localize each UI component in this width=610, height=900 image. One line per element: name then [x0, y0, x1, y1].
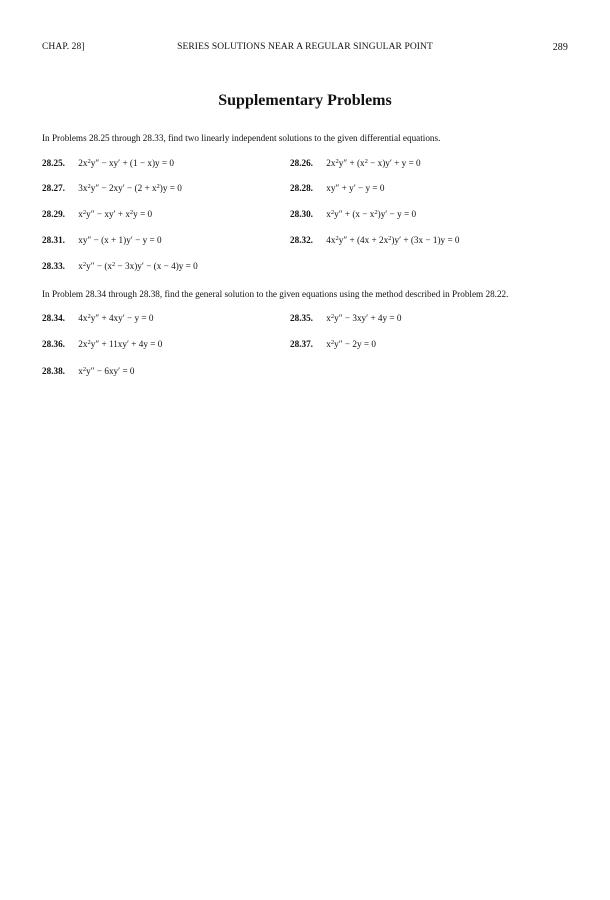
- problem-row: [42, 158, 570, 172]
- problem-equation: $x^2y'' - 2y = 0$: [326, 339, 376, 349]
- problem-item: [290, 209, 416, 219]
- problem-number: 28.34.: [42, 313, 65, 323]
- running-header: [42, 42, 568, 56]
- problem-item: [290, 339, 376, 349]
- problem-row: [42, 209, 570, 223]
- problem-number: 28.35.: [290, 313, 313, 323]
- problem-row: [42, 183, 570, 197]
- problem-equation: $4x^2y'' + 4xy' - y = 0$: [78, 313, 154, 323]
- problem-item: [42, 261, 198, 271]
- group2-intro: In Problem 28.34 through 28.38, find the general solution to the given equations using the method described in Problem 28.22.: [42, 289, 509, 299]
- problem-item: [42, 366, 135, 376]
- problem-item: [290, 158, 421, 168]
- problem-equation: xy″ + y′ − y = 0: [326, 183, 385, 193]
- problem-item: [290, 183, 384, 193]
- problem-row: [42, 339, 570, 353]
- problem-equation: $x^2y'' - 6xy' = 0$: [78, 366, 135, 376]
- running-title: SERIES SOLUTIONS NEAR A REGULAR SINGULAR POINT: [177, 42, 433, 52]
- chapter-label: CHAP. 28]: [42, 42, 85, 52]
- problem-equation: $x^2y'' + (x - x^2)y' - y = 0$: [326, 209, 417, 219]
- problem-number: 28.38.: [42, 366, 65, 376]
- problem-item: [42, 183, 182, 193]
- problem-row: [42, 313, 570, 327]
- problem-equation: $x^2y'' - 3xy' + 4y = 0$: [326, 313, 402, 323]
- problem-number: 28.25.: [42, 158, 65, 168]
- problem-item: [290, 235, 460, 245]
- problem-item: [290, 313, 401, 323]
- problem-equation: $2x^2y'' - xy' + (1 - x)y = 0$: [78, 158, 174, 168]
- problem-equation: $3x^2y'' - 2xy' - (2 + x^2)y = 0$: [78, 183, 182, 193]
- problem-item: [42, 209, 152, 219]
- problem-number: 28.31.: [42, 235, 65, 245]
- problem-number: 28.26.: [290, 158, 313, 168]
- page-number: 289: [552, 42, 568, 53]
- problem-equation: $x^2y'' - xy' + x^2y = 0$: [78, 209, 153, 219]
- problem-row: [42, 261, 570, 275]
- problem-number: 28.30.: [290, 209, 313, 219]
- problem-number: 28.28.: [290, 183, 313, 193]
- problem-number: 28.29.: [42, 209, 65, 219]
- problem-equation: $2x^2y'' + 11xy' + 4y = 0$: [78, 339, 163, 349]
- problem-equation: xy″ − (x + 1)y′ − y = 0: [78, 235, 162, 245]
- problem-item: [42, 339, 162, 349]
- problem-number: 28.27.: [42, 183, 65, 193]
- problem-number: 28.37.: [290, 339, 313, 349]
- problem-number: 28.36.: [42, 339, 65, 349]
- problem-row: [42, 366, 570, 380]
- problem-item: [42, 235, 162, 245]
- problem-equation: $2x^2y'' + (x^2 - x)y' + y = 0$: [326, 158, 421, 168]
- group1-intro: In Problems 28.25 through 28.33, find two linearly independent solutions to the given differential equations.: [42, 133, 441, 143]
- problem-equation: $4x^2y'' + (4x + 2x^2)y' + (3x - 1)y = 0$: [326, 235, 460, 245]
- section-title: Supplementary Problems: [218, 92, 392, 109]
- problem-equation: $x^2y'' - (x^2 - 3x)y' - (x - 4)y = 0$: [78, 261, 198, 271]
- problem-row: [42, 235, 570, 249]
- problem-item: [42, 158, 174, 168]
- problem-number: 28.32.: [290, 235, 313, 245]
- problem-item: [42, 313, 153, 323]
- problem-number: 28.33.: [42, 261, 65, 271]
